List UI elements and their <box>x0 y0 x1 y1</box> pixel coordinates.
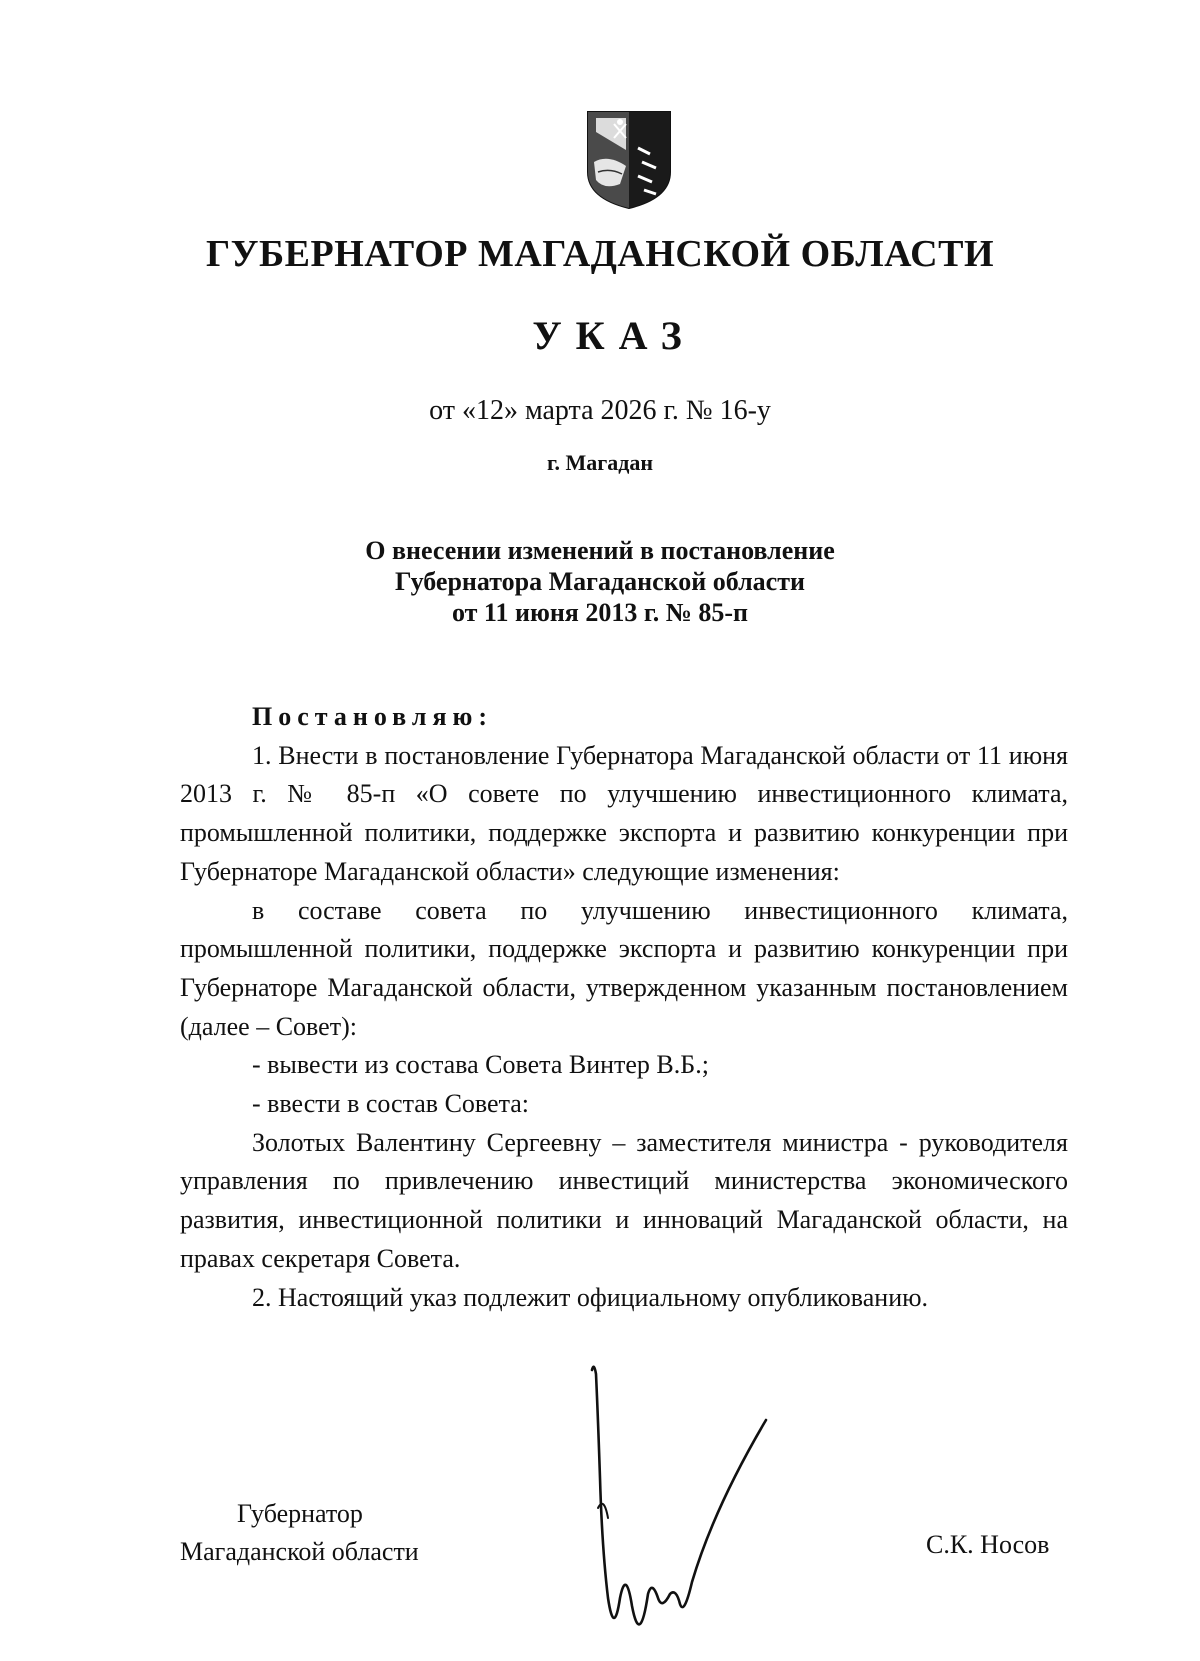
document-type: УКАЗ <box>532 313 696 358</box>
paragraph-item-2: 2. Настоящий указ подлежит официальному опубликованию. <box>252 1282 929 1312</box>
paragraph-new-member: Золотых Валентину Сергеевну – заместителя министра - руководителя управления по привлечению инвестиций министерства экономического развития, инвестиционной политики и инноваций Магаданской области, на правах секретаря Совета. <box>180 1127 1068 1273</box>
paragraph-council-composition: в составе совета по улучшению инвестиционного климата, промышленной политики, поддержке экспорта и развитию конкуренции при Губернаторе Магаданской области, утвержденном указанным постановлением (далее – Совет): <box>180 895 1068 1041</box>
position-line: Магаданской области <box>180 1537 419 1566</box>
signatory-position <box>180 1495 419 1571</box>
city: г. Магадан <box>546 450 654 475</box>
decree-word: Постановляю: <box>252 702 494 731</box>
paragraph-item-1: 1. Внести в постановление Губернатора Магаданской области от 11 июня 2013 г. № 85-п «О совете по улучшению инвестиционного климата, промышленной политики, поддержке экспорта и развитию конкуренции при Губернаторе Магаданской области» следующие изменения: <box>180 740 1068 886</box>
signatory-name: С.К. Носов <box>926 1530 1050 1559</box>
subject-line: Губернатора Магаданской области <box>395 567 805 596</box>
position-line: Губернатор <box>237 1499 363 1528</box>
paragraph-add-member: - ввести в состав Совета: <box>252 1089 530 1119</box>
paragraph-remove-member: - вывести из состава Совета Винтер В.Б.; <box>252 1050 709 1080</box>
document-body <box>180 698 1068 1317</box>
subject-line: О внесении изменений в постановление <box>365 536 835 565</box>
subject-line: от 11 июня 2013 г. № 85-п <box>451 598 749 627</box>
handwritten-signature <box>590 1358 830 1658</box>
date-number-line: от «12» марта 2026 г. № 16-у <box>429 395 771 426</box>
coat-of-arms-emblem <box>586 110 672 210</box>
authority-title: ГУБЕРНАТОР МАГАДАНСКОЙ ОБЛАСТИ <box>205 233 995 275</box>
document-subject <box>0 535 1200 628</box>
